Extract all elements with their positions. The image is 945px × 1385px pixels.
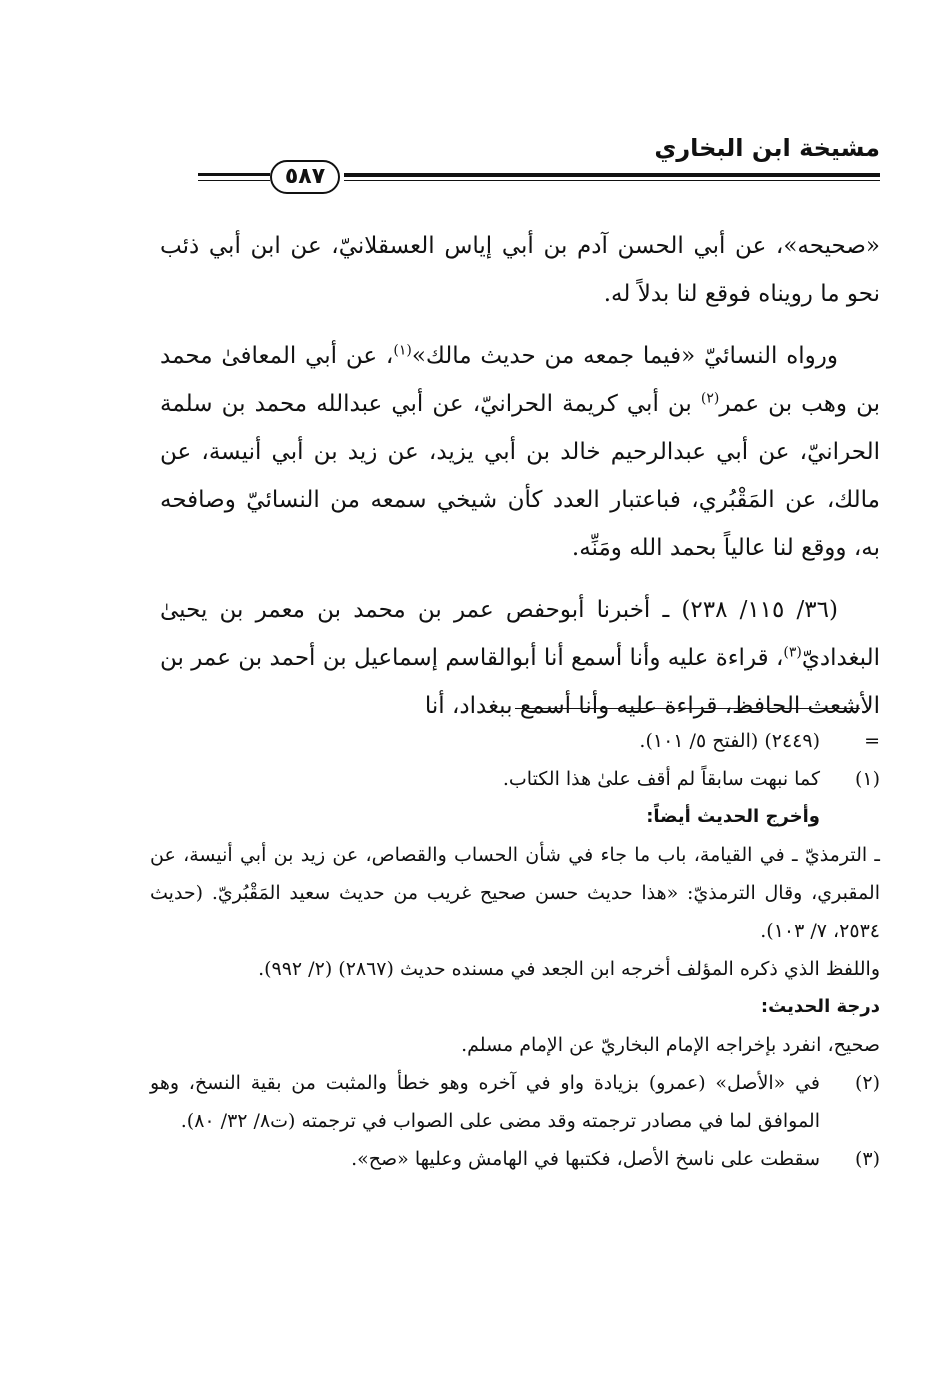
footnote-marker: =: [864, 730, 880, 752]
paragraph-text: ، عن أبي المعافىٰ محمد بن وهب بن عمر: [160, 343, 880, 417]
header-rule-short-thin: [198, 180, 270, 181]
footnote-text: واللفظ الذي ذكره المؤلف أخرجه ابن الجعد في مسنده حديث (٢٨٦٧) (٢/ ٩٩٢).: [258, 958, 880, 980]
page-number: ٥٨٧: [270, 160, 340, 194]
footnote-number: (١): [854, 768, 880, 790]
header-rule-short: [198, 173, 270, 176]
footnote-2: [150, 1064, 880, 1140]
paragraph: [160, 332, 880, 572]
footnote-text: صحيح، انفرد بإخراجه الإمام البخاريّ عن الإمام مسلم.: [461, 1034, 880, 1056]
paragraph-text: ورواه النسائيّ «فيما جمعه من حديث مالك»: [411, 343, 838, 369]
paragraph-text: ، قراءة عليه وأنا أسمع أنا أبوالقاسم إسماعيل بن أحمد بن عمر بن الأشعث الحافظ، قراءة عليه وأنا أسمع ببغداد، أنا: [160, 645, 880, 719]
footnotes: [150, 722, 880, 1178]
footnote-number: (٢): [854, 1072, 880, 1094]
main-text: [160, 222, 880, 744]
footnote-text: كما نبهت سابقاً لم أقف علىٰ هذا الكتاب.: [502, 768, 820, 790]
footnote-ref: (٢): [700, 390, 720, 407]
page-header: [160, 128, 880, 198]
footnote-subheading: وأخرج الحديث أيضاً:: [646, 806, 820, 827]
header-rule-thin: [344, 180, 880, 181]
footnote-text: (٢٤٤٩) (الفتح ٥/ ١٠١).: [639, 730, 820, 752]
footnote-number: (٣): [854, 1148, 880, 1170]
footnote-1: [150, 760, 880, 836]
paragraph: [160, 222, 880, 318]
paragraph-text: بن أبي كريمة الحرانيّ، عن أبي عبدالله محمد بن سلمة الحرانيّ، عن أبي عبدالرحيم خالد بن أبي يزيد، عن زيد بن أبي أنيسة، عن مالك، عن المَقْبُري، فباعتبار العدد كأن شيخي سمعه من النسائيّ وصافحه به، ووقع لنا عالياً بحمد الله ومَنِّه.: [160, 391, 880, 561]
footnote-separator: [515, 708, 860, 709]
header-rule: [344, 173, 880, 177]
book-title: مشيخة ابن البخاري: [654, 134, 880, 162]
footnote-text: سقطت على ناسخ الأصل، فكتبها في الهامش وعليها «صح».: [351, 1148, 820, 1170]
footnote-subheading: درجة الحديث:: [760, 996, 880, 1017]
footnote-continuation: [150, 722, 880, 760]
footnote-3: [150, 1140, 880, 1178]
footnote-text: في «الأصل» (عمرو) بزيادة واو في آخره وهو خطأ والمثبت من بقية النسخ، وهو الموافق لما في مصادر ترجمته وقد مضى على الصواب في ترجمته (ت٨/ ٣٢/ ٨٠).: [150, 1072, 820, 1132]
footnote-text: ـ الترمذيّ ـ في القيامة، باب ما جاء في شأن الحساب والقصاص، عن زيد بن أبي أنيسة، عن المقبري، وقال الترمذيّ: «هذا حديث حسن صحيح غريب من حديث سعيد المَقْبُريّ. (حديث ٢٥٣٤، ٧/ ١٠٣).: [150, 844, 880, 942]
footnote-ref: (١): [393, 342, 412, 359]
footnote-1-continued: [150, 836, 880, 1064]
footnote-ref: (٣): [783, 644, 802, 661]
footnote-body: [150, 760, 820, 836]
paragraph-text: «صحيحه»، عن أبي الحسن آدم بن أبي إياس العسقلانيّ، عن ابن أبي ذئب نحو ما رويناه فوقع لنا بدلاً له.: [160, 233, 880, 307]
footnote-body: [150, 836, 880, 1064]
paragraph-text: (٣٦/ ١١٥/ ٢٣٨) ـ أخبرنا أبوحفص عمر بن محمد بن معمر بن يحيىٰ البغداديّ: [160, 597, 880, 671]
